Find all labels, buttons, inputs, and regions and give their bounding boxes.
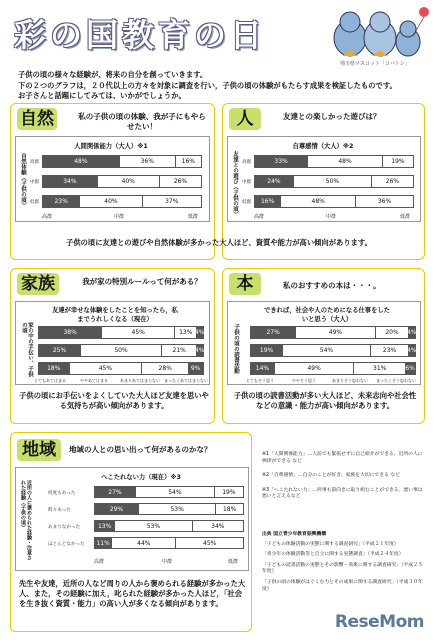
bar-segment: 40%	[97, 176, 160, 187]
group-label: 高群	[30, 160, 40, 165]
group-label: 中群	[242, 180, 252, 185]
axis-label: あまりあてはまらない	[120, 378, 160, 383]
bar-segment: 54%	[135, 487, 215, 497]
panel-question: 私の子供の頃の体験、我が子にもやらせたい！	[78, 112, 206, 131]
bar-segment: 48%	[307, 156, 383, 167]
axis-label: まったくあてはまらない	[164, 378, 208, 383]
source-item: 「青少年の体験活動等と自立に関する実態調査」（平成２４年度）	[262, 552, 404, 558]
axis-label: 中群	[114, 214, 125, 220]
panel-question: 友達との楽しかった遊びは？	[283, 112, 381, 121]
bar-segment: 50%	[293, 176, 372, 187]
summary-nature-people: 子供の頃に友達との遊びや自然体験が多かった大人ほど、資質や能力が高い傾向があります。	[66, 238, 372, 247]
bar-segment: 33%	[255, 156, 307, 167]
bar-row	[254, 175, 414, 188]
bar-segment: 24%	[255, 176, 293, 187]
bar-segment: 11%	[96, 539, 110, 547]
bar-segment: 38%	[39, 327, 101, 338]
summary-family: 子供の頃にお手伝いをよくしていた大人ほど友達を思いやる気持ちが高い傾向があります。	[19, 391, 209, 410]
bar-segment: 27%	[95, 487, 135, 497]
source-item: 「子どもの読書活動の実態とその影響・効果に関する調査研究」（平成２５年度）	[262, 562, 423, 575]
bar-row	[38, 344, 204, 357]
group-label: ほとんどなかった	[48, 542, 85, 547]
group-label: 時々あった	[48, 508, 71, 513]
sources	[262, 532, 427, 593]
bar-segment: 18%	[39, 363, 69, 374]
mascot-illustration	[320, 4, 430, 62]
panel-title: 地域	[17, 439, 61, 461]
note-item: ※2「自尊感情」…自分のことが好き、家族を大切にできる など	[262, 473, 400, 479]
sources-header: 出典 国立青少年教育振興機構	[262, 532, 327, 537]
chart-title: 友達が幸せな体験をしたことを知ったら，私までうれしくなる（現在）	[52, 307, 178, 323]
panel-nature	[10, 103, 215, 260]
bar-segment: 34%	[193, 521, 243, 531]
bar-segment: 53%	[114, 521, 192, 531]
bar-row	[254, 195, 414, 208]
bar-row	[42, 155, 202, 168]
panel-question: 我が家の特別ルールって何がある？	[82, 277, 202, 286]
note-item: ※1「人間関係能力」…人前でも緊張せずに自己紹介ができる、近所の人に挨拶ができる など	[262, 452, 423, 464]
bar-row	[250, 362, 416, 375]
bar-segment: 29%	[95, 504, 138, 514]
axis-label: 低群	[400, 214, 411, 220]
bar-row	[94, 537, 244, 549]
bar-segment: 23%	[371, 345, 409, 356]
bar-row	[38, 362, 204, 375]
axis-label: 高群	[94, 559, 105, 565]
bar-segment: 25%	[39, 345, 80, 356]
chart-title: 自尊感情（大人）※2	[292, 143, 354, 150]
bar-segment: 53%	[138, 504, 216, 514]
bar-segment: 23%	[43, 196, 79, 207]
bar-row	[94, 520, 244, 532]
vertical-label: 自然体験（子供の頃）	[20, 153, 26, 208]
axis-label: とてもあてはまる	[34, 378, 66, 383]
vertical-label: 友達との遊び（子供の頃）	[232, 151, 238, 217]
group-label: あまりなかった	[48, 525, 81, 530]
bar-segment: 13%	[175, 327, 196, 338]
bar-segment: 37%	[143, 196, 201, 207]
bar-segment: 50%	[80, 345, 162, 356]
source-item: 「子供の頃の体験がはぐくむ力とその成果に関する調査研究」（平成３０年度）	[262, 579, 423, 592]
chart-box	[15, 301, 210, 385]
bar-segment: 36%	[356, 196, 413, 207]
bar-segment: 4%	[406, 347, 417, 354]
bar-segment: 4%	[194, 347, 205, 354]
mascot-caption: 埼玉県マスコット「コバトン」	[340, 61, 410, 67]
bar-segment: 27%	[251, 327, 295, 338]
bar-segment: 13%	[95, 521, 114, 531]
panel-books	[222, 268, 425, 424]
bar-segment: 54%	[282, 345, 371, 356]
page-title: 彩の国教育の日	[14, 16, 267, 54]
panel-question: 私のおすすめの本は・・・。	[283, 281, 381, 290]
bar-segment: 9%	[188, 363, 203, 374]
note-item: ※3「へこたれない力」…何事も前向きに取り組むことができる、悪い事は悪いと言えるなど	[262, 487, 423, 500]
bar-segment: 28%	[142, 363, 188, 374]
bar-segment: 16%	[176, 156, 201, 167]
axis-label: 低群	[188, 214, 199, 220]
chart-box	[15, 467, 249, 571]
chart-title: 人間関係能力（大人）※1	[74, 143, 148, 150]
panel-title: 本	[229, 273, 261, 295]
chart-box	[15, 136, 210, 222]
bar-row	[254, 155, 414, 168]
group-label: 何度もあった	[48, 491, 76, 496]
bar-segment: 6%	[405, 365, 415, 372]
bar-segment: 4%	[194, 329, 205, 336]
bar-segment: 18%	[216, 504, 243, 514]
bar-segment: 4%	[406, 329, 417, 336]
bar-row	[250, 326, 416, 339]
bar-row	[42, 195, 202, 208]
group-label: 低群	[242, 200, 252, 205]
panel-title: 家族	[17, 273, 59, 295]
bar-segment: 49%	[274, 363, 354, 374]
vertical-label: 子供の頃の読書活動	[233, 324, 239, 374]
panel-title: 人	[229, 108, 261, 130]
axis-label: ややあてはまる	[80, 378, 108, 383]
chart-box	[227, 136, 421, 222]
bar-segment: 19%	[251, 345, 282, 356]
chart-title: へこたれない力（現在）※3	[101, 474, 181, 481]
group-label: 低群	[30, 200, 40, 205]
bar-segment: 45%	[101, 327, 175, 338]
bar-segment: 40%	[79, 196, 142, 207]
vertical-label: 近所の人に褒められた経験・注意された経験（子供の頃）	[20, 480, 32, 560]
axis-label: 低群	[228, 559, 239, 565]
axis-label: あまりそう思わない	[332, 378, 368, 383]
axis-label: 中群	[326, 214, 337, 220]
bar-segment: 19%	[383, 156, 413, 167]
bar-segment: 26%	[160, 176, 201, 187]
vertical-label: 家の中の手伝い、子供の頃	[21, 322, 33, 377]
bar-row	[250, 344, 416, 357]
bar-segment: 44%	[111, 538, 176, 548]
bar-segment: 45%	[69, 363, 143, 374]
bar-segment: 34%	[43, 176, 97, 187]
source-item: 「子どもの体験活動の実態に関する調査研究」（平成２１年度）	[262, 541, 399, 547]
summary-books: 子供の頃の読書活動が多い大人ほど、未来志向や社会性などの意識・能力が高い傾向があります。	[233, 391, 417, 410]
panel-title: 自然	[17, 108, 57, 130]
panel-people	[222, 103, 425, 260]
bar-segment: 16%	[255, 196, 280, 207]
bar-segment: 31%	[354, 363, 405, 374]
bar-row	[38, 326, 204, 339]
bar-row	[94, 503, 244, 515]
chart-box	[227, 301, 421, 385]
bar-row	[42, 175, 202, 188]
intro-text: 子供の頃の様々な経験が、将来の自分を創っていきます。 下の２つのグラフは，２０代以上の方々を対象に調査を行い，子供の頃の体験がもたらす成果を検証したものです。 お子さんと話題にしてみては、いかがでしょうか。	[18, 70, 397, 100]
bar-segment: 48%	[280, 196, 356, 207]
axis-label: 高群	[254, 214, 265, 220]
bar-segment: 19%	[215, 487, 243, 497]
bar-segment: 21%	[162, 345, 196, 356]
bar-segment: 14%	[251, 363, 274, 374]
axis-label: ややそう思う	[292, 378, 316, 383]
bar-segment: 20%	[376, 327, 409, 338]
bar-row	[94, 486, 244, 498]
bar-segment: 45%	[176, 538, 243, 548]
chart-title: できれば，社会や人のためになる仕事をしたいと思う（大人）	[264, 307, 390, 323]
definition-notes	[262, 452, 427, 501]
panel-question: 地域の人との思い出って何があるのかな？	[69, 445, 212, 454]
bar-segment: 36%	[119, 156, 176, 167]
axis-label: 中群	[162, 559, 173, 565]
group-label: 中群	[30, 180, 40, 185]
axis-label: まったくそう思わない	[376, 378, 416, 383]
panel-community	[10, 432, 252, 632]
bar-segment: 49%	[295, 327, 375, 338]
axis-label: 高群	[42, 214, 53, 220]
summary-community: 先生や友達，近所の人など周りの人から褒められる経験が多かった大人、また，その経験に加え，叱られた経験が多かった人ほど，「社会を生き抜く資質・能力」の高い人が多くなる傾向があります。	[19, 579, 246, 608]
group-label: 高群	[242, 160, 252, 165]
resemom-logo: ReseMom	[334, 612, 424, 632]
bar-segment: 26%	[372, 176, 413, 187]
bar-segment: 48%	[43, 156, 119, 167]
axis-label: とてもそう思う	[246, 378, 274, 383]
panel-family	[10, 268, 215, 424]
